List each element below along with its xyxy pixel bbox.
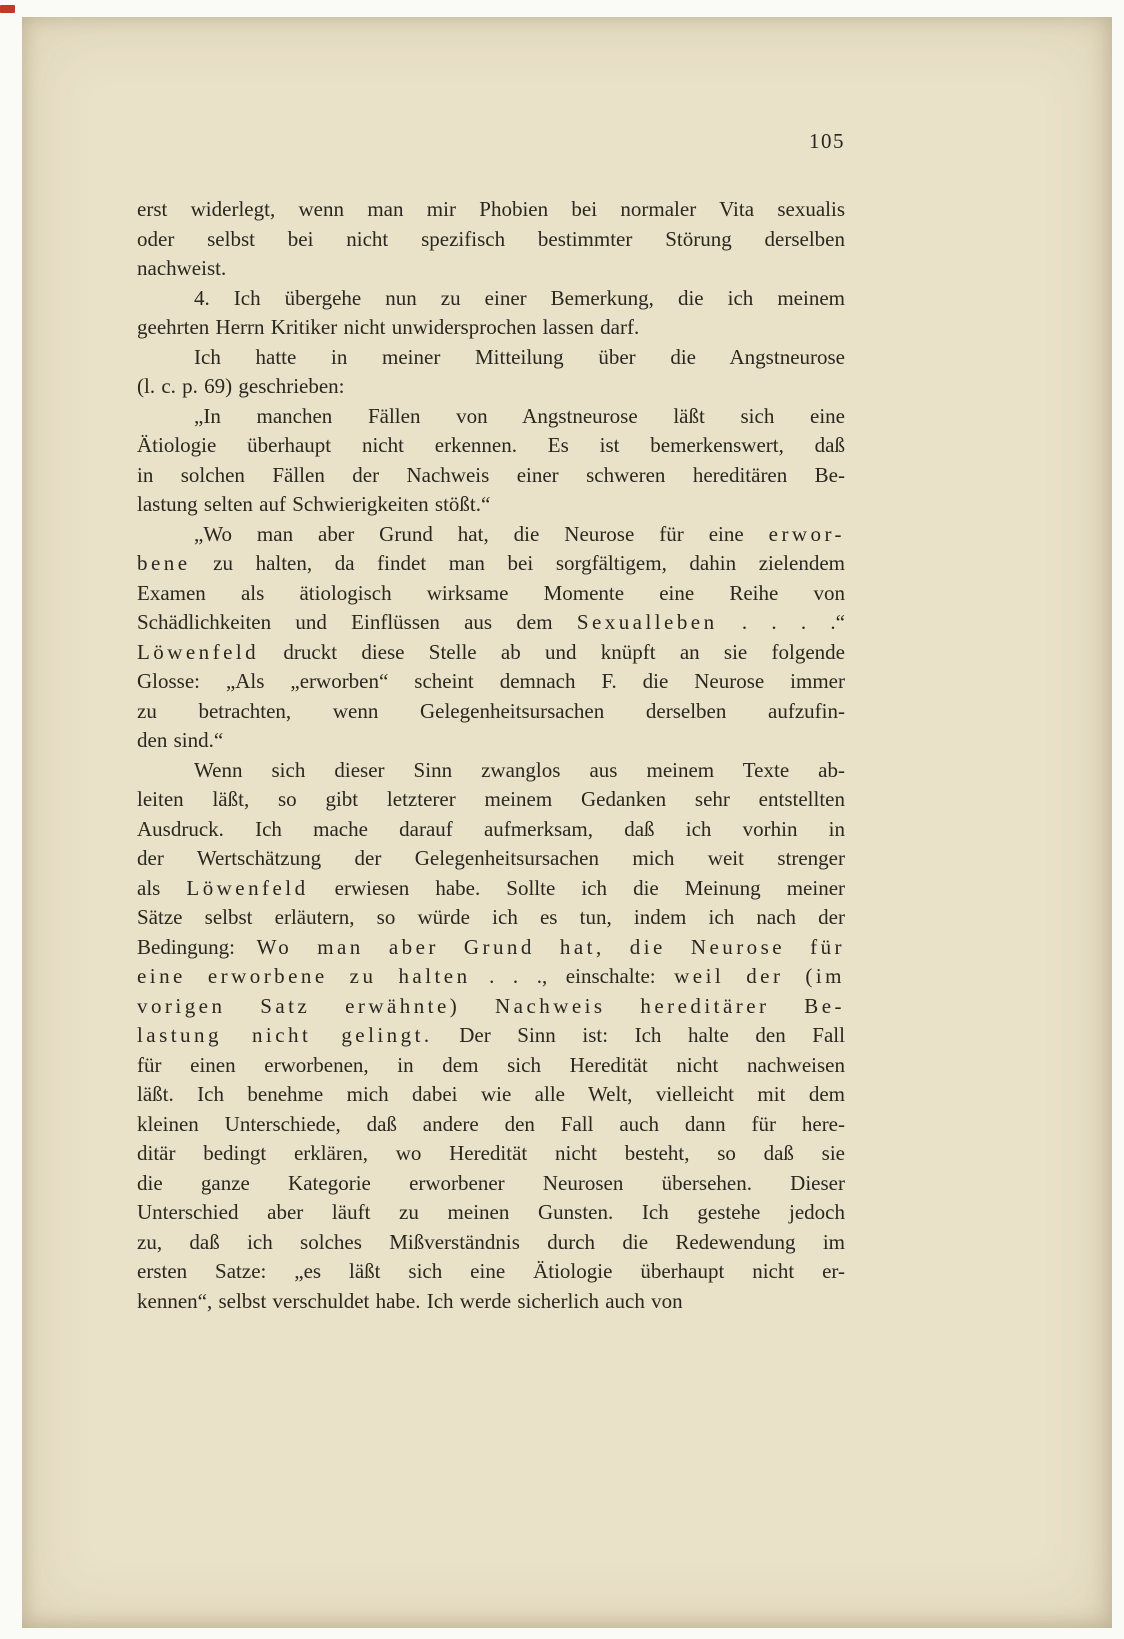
letterspaced-text: vorigen Satz erwähnte) Nachweis hereditärer Be- [137,993,845,1018]
paragraph [137,520,845,756]
text-segment: 4. Ich übergehe nun zu einer Bemerkung, die ich meinem [194,285,845,310]
text-line [137,461,845,491]
text-segment: kennen“, selbst verschuldet habe. Ich werde sicherlich auch von [137,1288,683,1313]
text-segment: Ich hatte in meiner Mitteilung über die Angstneurose [194,344,845,369]
text-line [137,815,845,845]
text-segment: Der Sinn ist: Ich halte den Fall [432,1023,845,1047]
text-segment: Unterschied aber läuft zu meinen Gunsten. Ich gestehe jedoch [137,1200,845,1224]
text-line [137,402,845,432]
text-segment: „In manchen Fällen von Angstneurose läßt sich eine [194,403,845,428]
text-segment: zu betrachten, wenn Gelegenheitsursachen derselben aufzufin- [137,698,845,723]
text-segment: erst widerlegt, wenn man mir Phobien bei normaler Vita sexualis [137,197,845,221]
letterspaced-text: Löwenfeld [137,639,260,664]
text-segment: den sind.“ [137,728,224,752]
text-segment: nachweist. [137,256,227,280]
text-segment: Schädlichkeiten und Einflüssen aus dem [137,610,577,634]
text-line [137,284,845,314]
text-line [137,1198,845,1228]
text-segment: als [137,875,187,900]
text-segment: läßt. Ich benehme mich dabei wie alle Welt, vielleicht mit dem [137,1082,845,1106]
letterspaced-text: Löwenfeld [186,875,309,900]
text-line [137,874,845,904]
text-segment: Bedingung: [137,934,257,959]
letterspaced-text: erwor- [768,521,845,546]
text-line [137,520,845,550]
text-line [137,1080,845,1110]
text-line [137,697,845,727]
red-pen-mark [0,5,15,13]
text-line [137,933,845,963]
page-number: 105 [809,129,845,153]
text-line [137,1169,845,1199]
text-line [137,579,845,609]
text-line [137,667,845,697]
text-segment: (l. c. p. 69) geschrieben: [137,374,345,398]
text-segment: erwiesen habe. Sollte ich die Meinung meiner [308,875,845,900]
text-block [137,195,845,1316]
text-line [137,608,845,638]
text-segment: . . ., einschalte: [470,964,675,988]
text-segment: Wenn sich dieser Sinn zwanglos aus meinem Texte ab- [194,757,845,782]
text-line [137,1139,845,1169]
text-line [137,225,845,255]
text-segment: Ausdruck. Ich mache darauf aufmerksam, daß ich vorhin in [137,816,845,841]
text-segment: zu, daß ich solches Mißverständnis durch die Redewendung im [137,1229,845,1254]
text-segment: druckt diese Stelle ab und knüpft an sie folgende [259,639,845,664]
text-segment: die ganze Kategorie erworbener Neurosen übersehen. Dieser [137,1170,845,1195]
paragraph [137,402,845,520]
letterspaced-text: Sexualleben [576,610,718,634]
text-line [137,195,845,225]
text-segment: . . . .“ [717,610,845,634]
text-line [137,844,845,874]
text-line [137,726,845,756]
text-segment: geehrten Herrn Kritiker nicht unwidersprochen lassen darf. [137,315,640,339]
text-line [137,1110,845,1140]
text-line [137,1021,845,1051]
letterspaced-text: eine erworbene zu halten [137,964,471,988]
letterspaced-text: lastung nicht gelingt. [137,1023,433,1047]
text-line [137,1287,845,1317]
text-line [137,756,845,786]
text-segment: Ätiologie überhaupt nicht erkennen. Es ist bemerkenswert, daß [137,433,845,457]
text-line [137,372,845,402]
text-line [137,1257,845,1287]
text-line [137,343,845,373]
text-segment: der Wertschätzung der Gelegenheitsursachen mich weit strenger [137,846,845,870]
text-line [137,549,845,579]
text-segment: zu halten, da findet man bei sorgfältigem, dahin zielendem [190,551,845,575]
text-segment: für einen erworbenen, in dem sich Heredität nicht nachweisen [137,1052,845,1077]
text-line [137,962,845,992]
text-segment: Examen als ätiologisch wirksame Momente eine Reihe von [137,580,845,605]
text-segment: leiten läßt, so gibt letzterer meinem Gedanken sehr entstellten [137,787,845,811]
paragraph [137,284,845,343]
text-line [137,903,845,933]
text-line [137,992,845,1022]
paragraph [137,756,845,1317]
text-segment: Sätze selbst erläutern, so würde ich es tun, indem ich nach der [137,905,845,929]
paragraph [137,343,845,402]
text-line [137,313,845,343]
text-segment: „Wo man aber Grund hat, die Neurose für eine [194,521,769,546]
paragraph [137,195,845,284]
text-line [137,254,845,284]
letterspaced-text: bene [137,551,191,575]
text-segment: lastung selten auf Schwierigkeiten stößt.“ [137,492,491,516]
text-line [137,490,845,520]
text-segment: ersten Satze: „es läßt sich eine Ätiologie überhaupt nicht er- [137,1259,845,1283]
text-line [137,785,845,815]
text-segment: Glosse: „Als „erworben“ scheint demnach F. die Neurose immer [137,669,845,693]
letterspaced-text: Wo man aber Grund hat, die Neurose für [256,934,845,959]
text-line [137,1228,845,1258]
text-segment: kleinen Unterschiede, daß andere den Fall auch dann für here- [137,1111,845,1136]
text-segment: oder selbst bei nicht spezifisch bestimmter Störung derselben [137,226,845,251]
text-line [137,1051,845,1081]
text-line [137,431,845,461]
text-segment: ditär bedingt erklären, wo Heredität nicht besteht, so daß sie [137,1141,845,1165]
paper-page [22,17,1112,1628]
text-segment: in solchen Fällen der Nachweis einer schweren hereditären Be- [137,462,845,487]
text-line [137,638,845,668]
letterspaced-text: weil der (im [674,964,845,988]
